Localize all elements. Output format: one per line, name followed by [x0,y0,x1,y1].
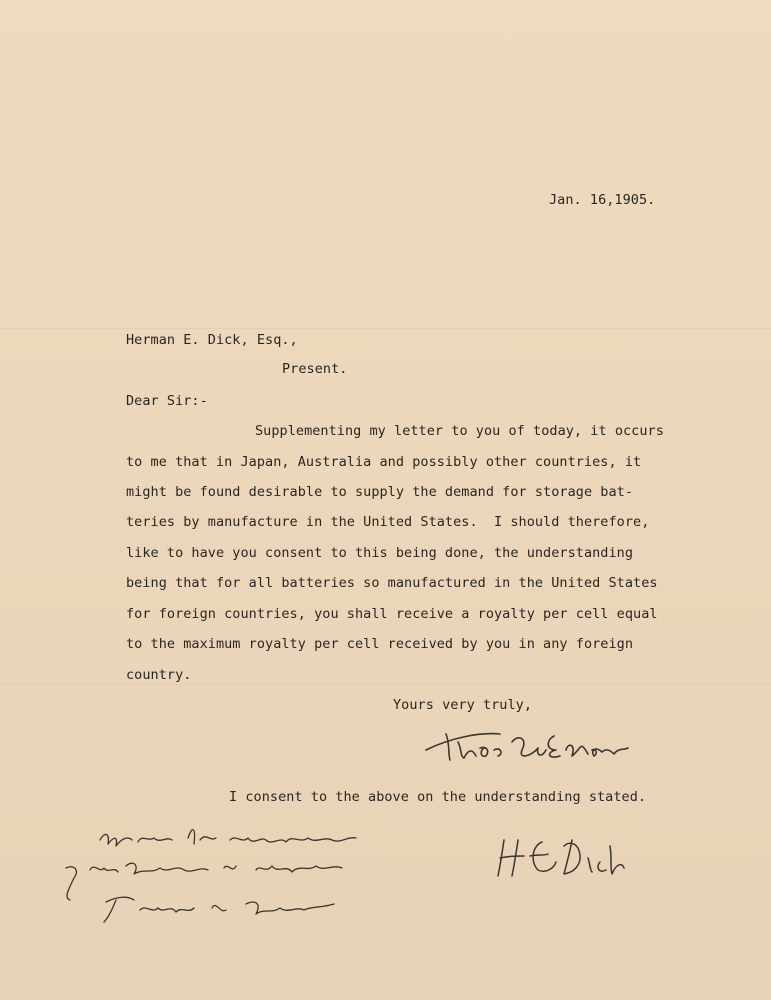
recipient-location: Present. [282,361,348,377]
letter-date: Jan. 16,1905. [549,192,656,208]
body-line: being that for all batteries so manufactured in the United States [126,575,658,591]
closing: Yours very truly, [393,697,533,713]
body-line: country. [126,667,192,683]
body-line: like to have you consent to this being done, the understanding [126,545,634,561]
body-line: Supplementing my letter to you of today, it occurs [255,423,664,439]
paper-fold-upper [0,328,771,330]
dick-signature [494,832,626,882]
witness-handwriting [60,818,360,930]
salutation: Dear Sir:- [126,393,208,409]
body-line: might be found desirable to supply the demand for storage bat- [126,484,634,500]
body-line: for foreign countries, you shall receive a royalty per cell equal [126,606,658,622]
body-line: teries by manufacture in the United States. I should therefore, [126,514,650,530]
paper-fold-lower [0,684,771,686]
edison-signature [420,720,635,764]
recipient-name: Herman E. Dick, Esq., [126,332,298,348]
body-line: to the maximum royalty per cell received by you in any foreign [126,636,634,652]
consent-line: I consent to the above on the understanding stated. [229,789,647,805]
body-line: to me that in Japan, Australia and possibly other countries, it [126,454,642,470]
